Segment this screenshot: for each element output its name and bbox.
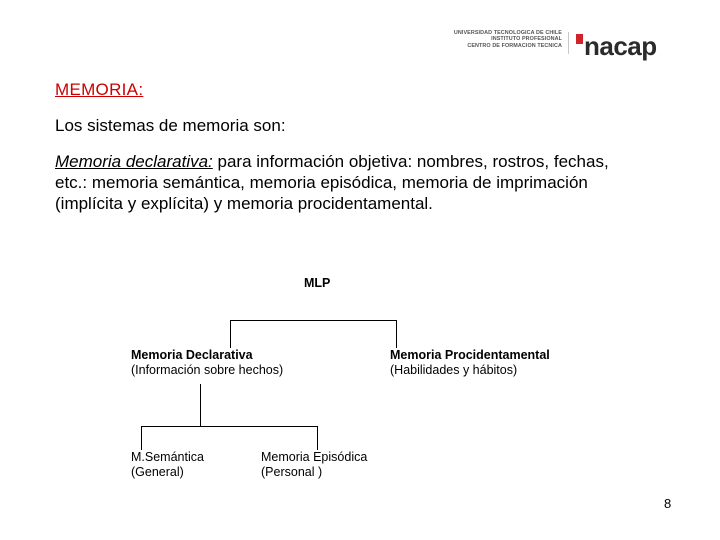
node-procedural-sub: (Habilidades y hábitos) [390, 363, 518, 377]
connector-declarative-down [200, 384, 201, 426]
connector-mlp-horizontal [230, 320, 397, 321]
logo-brand-text: nacap [584, 31, 657, 61]
page-number: 8 [664, 496, 672, 511]
intro-text: Los sistemas de memoria son: [55, 116, 286, 135]
node-episodic-sub: (Personal ) [261, 465, 323, 479]
node-episodic [261, 450, 367, 480]
node-mlp: MLP [304, 276, 331, 290]
logo-line-institute: INSTITUTO PROFESIONAL [491, 36, 562, 43]
connector-to-procedural [396, 320, 397, 348]
connector-to-semantic [141, 426, 142, 450]
logo-line-university: UNIVERSIDAD TECNOLOGICA DE CHILE [453, 30, 562, 36]
node-semantic-title: M.Semántica [131, 450, 204, 464]
node-semantic [131, 450, 204, 480]
slide-title: MEMORIA: [55, 80, 144, 99]
node-declarative-sub: (Información sobre hechos) [131, 363, 284, 377]
node-semantic-sub: (General) [131, 465, 184, 479]
connector-to-episodic [317, 426, 318, 450]
connector-declarative-horizontal [141, 426, 318, 427]
node-episodic-title: Memoria Episódica [261, 450, 368, 464]
node-declarative-title: Memoria Declarativa [131, 348, 253, 362]
declarative-description: para información objetiva: nombres, rostros, fechas, etc.: memoria semántica, memoria episódica, memoria de imprimación (implícita y explícita) y memoria procidentamental. [55, 152, 609, 213]
node-procedural-title: Memoria Procidentamental [390, 348, 550, 362]
node-procedural [390, 348, 550, 378]
node-declarative [131, 348, 283, 378]
logo-line-center: CENTRO DE FORMACION TECNICA [467, 42, 562, 49]
connector-to-declarative [230, 320, 231, 348]
declarative-term: Memoria declarativa: [55, 152, 213, 171]
